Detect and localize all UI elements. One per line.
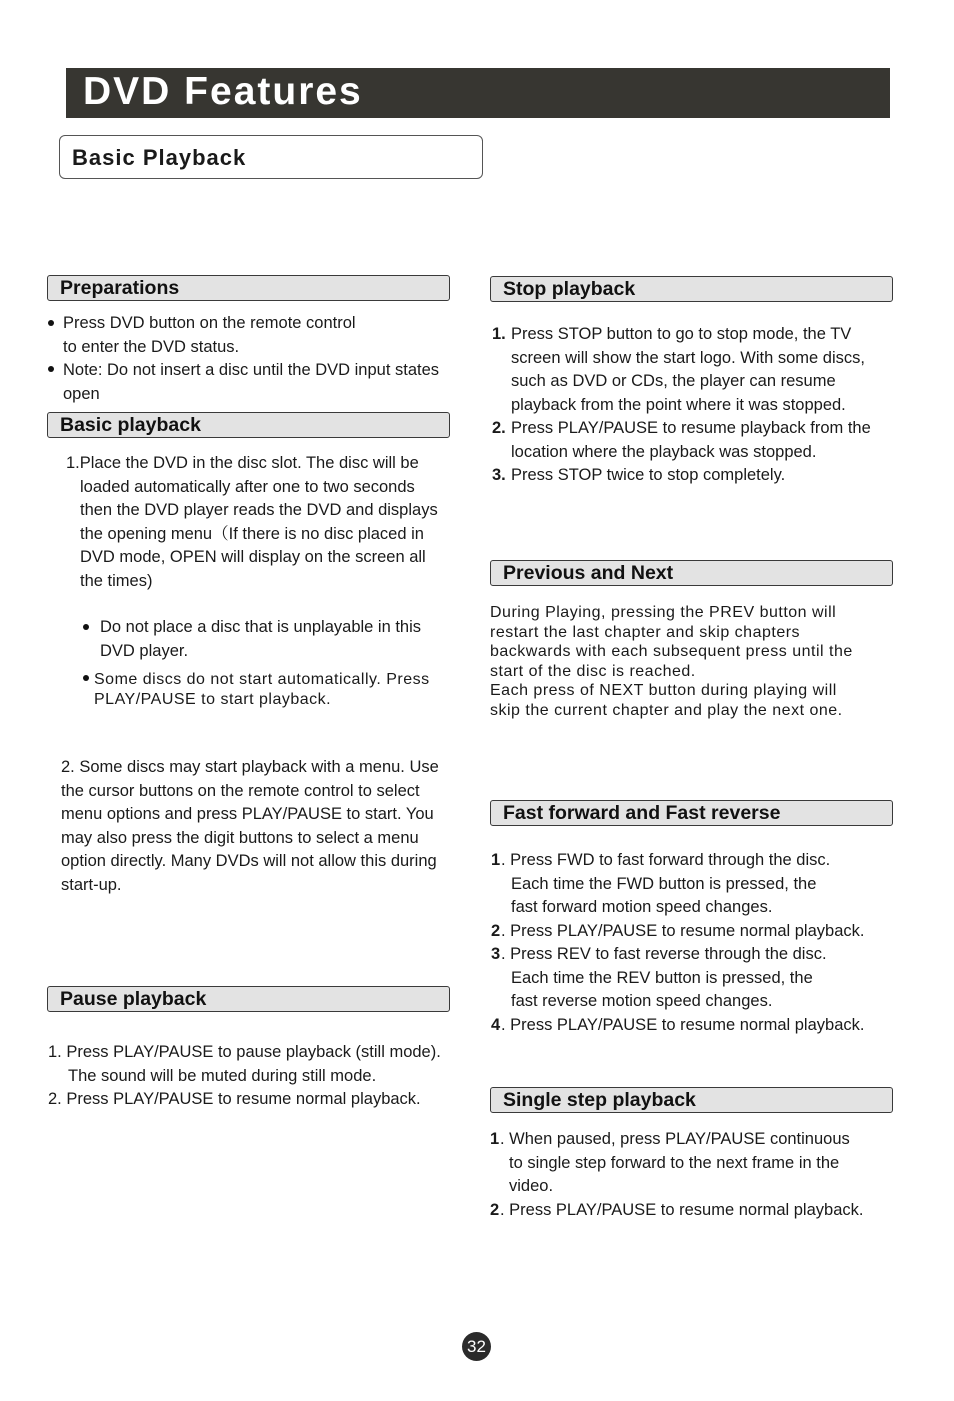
- text-line: 1.Place the DVD in the disc slot. The disc will be: [66, 454, 419, 472]
- text-line: . Press FWD to fast forward through the disc.: [501, 851, 831, 869]
- text-line: open: [63, 384, 100, 403]
- text-line: video.: [509, 1177, 554, 1195]
- text-line: The sound will be muted during still mode.: [68, 1066, 377, 1085]
- basic-playback-heading: Basic playback: [60, 414, 201, 436]
- section-subtitle: Basic Playback: [72, 145, 247, 170]
- list-number: 2.: [492, 419, 506, 437]
- single-step-header: [490, 1087, 893, 1113]
- fast-forward-heading: Fast forward and Fast reverse: [503, 802, 781, 824]
- list-item: [491, 920, 903, 944]
- list-item: [491, 1014, 903, 1038]
- list-item: [492, 464, 904, 488]
- text-line: may also press the digit buttons to select a menu: [61, 828, 419, 847]
- page-title-bar: [66, 68, 890, 118]
- list-number: 1.: [492, 325, 506, 343]
- text-line: Press STOP button to go to stop mode, the TV: [511, 325, 852, 343]
- list-item: [490, 1128, 902, 1199]
- list-number: 3.: [492, 466, 506, 484]
- text-line: such as DVD or CDs, the player can resume: [511, 372, 836, 390]
- text-line: 2. Some discs may start playback with a menu. Use: [61, 758, 439, 776]
- text-line: to enter the DVD status.: [63, 337, 240, 356]
- text-line: restart the last chapter and skip chapters: [490, 623, 801, 641]
- previous-next-description: [490, 603, 853, 721]
- list-item: [491, 943, 903, 1014]
- preparations-heading: Preparations: [60, 277, 180, 299]
- bullet-dot: [83, 624, 89, 630]
- text-line: screen will show the start logo. With some discs,: [511, 348, 865, 367]
- stop-playback-header: [490, 276, 893, 302]
- fast-forward-header: [490, 800, 893, 826]
- text-line: loaded automatically after one to two seconds: [80, 477, 415, 496]
- fast-forward-steps: [491, 849, 903, 1037]
- pause-playback-header: [47, 986, 450, 1012]
- bullet-dot: [48, 366, 54, 372]
- text-line: the cursor buttons on the remote control to select: [61, 781, 420, 800]
- text-line: skip the current chapter and play the next one.: [490, 701, 843, 719]
- page-number-badge: [462, 1332, 491, 1361]
- basic-playback-step-2: [61, 756, 439, 897]
- preparations-bullet-2: [63, 359, 439, 406]
- list-number: 4: [491, 1015, 501, 1034]
- text-line: PLAY/PAUSE to start playback.: [94, 690, 332, 708]
- bullet-dot: [83, 675, 89, 681]
- text-line: 1. Press PLAY/PAUSE to pause playback (still mode).: [48, 1043, 441, 1061]
- page-title: DVD Features: [83, 70, 363, 113]
- text-line: DVD player.: [100, 641, 189, 660]
- previous-next-header: [490, 560, 893, 586]
- pause-playback-steps: [48, 1041, 441, 1112]
- list-item: [491, 849, 903, 920]
- text-line: option directly. Many DVDs will not allow this during: [61, 852, 437, 870]
- text-line: start of the disc is reached.: [490, 662, 696, 680]
- text-line: then the DVD player reads the DVD and displays: [80, 501, 438, 519]
- text-line: the opening menu（If there is no disc placed in: [80, 524, 424, 543]
- bullet-dot: [48, 320, 54, 326]
- list-item: [492, 417, 904, 464]
- single-step-heading: Single step playback: [503, 1089, 696, 1111]
- text-line: During Playing, pressing the PREV button will: [490, 604, 837, 621]
- list-number: 2: [490, 1200, 500, 1219]
- text-line: Do not place a disc that is unplayable in this: [100, 618, 422, 636]
- stop-playback-heading: Stop playback: [503, 278, 636, 300]
- page-number: 32: [467, 1337, 486, 1356]
- text-line: Note: Do not insert a disc until the DVD input states: [63, 361, 440, 379]
- stop-playback-steps: [492, 323, 904, 488]
- basic-playback-note-1: [100, 616, 421, 663]
- basic-playback-header: [47, 412, 450, 438]
- section-subtitle-box: [59, 135, 483, 179]
- basic-playback-step-1: [66, 452, 438, 593]
- text-line: menu options and press PLAY/PAUSE to start. You: [61, 805, 434, 823]
- text-line: . Press PLAY/PAUSE to resume normal playback.: [500, 1200, 864, 1219]
- text-line: fast forward motion speed changes.: [511, 898, 773, 916]
- text-line: Press PLAY/PAUSE to resume playback from the: [511, 419, 871, 437]
- text-line: 2. Press PLAY/PAUSE to resume normal playback.: [48, 1090, 421, 1108]
- text-line: . When paused, press PLAY/PAUSE continuous: [500, 1130, 850, 1148]
- text-line: playback from the point where it was stopped.: [511, 395, 846, 414]
- text-line: Press DVD button on the remote control: [63, 314, 356, 332]
- basic-playback-note-2: [94, 670, 430, 709]
- text-line: . Press PLAY/PAUSE to resume normal playback.: [501, 921, 865, 940]
- list-item: [492, 323, 904, 417]
- list-number: 3: [491, 945, 501, 963]
- preparations-header: [47, 275, 450, 301]
- preparations-bullet-1: [63, 312, 356, 359]
- text-line: . Press PLAY/PAUSE to resume normal playback.: [501, 1015, 865, 1034]
- text-line: start-up.: [61, 875, 122, 894]
- text-line: DVD mode, OPEN will display on the screen all: [80, 548, 426, 566]
- pause-playback-heading: Pause playback: [60, 988, 207, 1010]
- text-line: to single step forward to the next frame in the: [509, 1153, 840, 1172]
- list-item: [490, 1199, 902, 1223]
- text-line: Each time the REV button is pressed, the: [511, 968, 813, 987]
- text-line: Each press of NEXT button during playing will: [490, 682, 837, 700]
- text-line: the times): [80, 571, 153, 590]
- list-number: 2: [491, 921, 501, 940]
- text-line: Each time the FWD button is pressed, the: [511, 874, 817, 893]
- text-line: Some discs do not start automatically. Press: [94, 671, 430, 688]
- text-line: . Press REV to fast reverse through the disc.: [501, 945, 827, 963]
- list-number: 1: [490, 1130, 500, 1148]
- single-step-steps: [490, 1128, 902, 1222]
- list-number: 1: [491, 851, 501, 869]
- text-line: backwards with each subsequent press until the: [490, 643, 853, 661]
- text-line: fast reverse motion speed changes.: [511, 992, 773, 1010]
- text-line: Press STOP twice to stop completely.: [511, 466, 786, 484]
- previous-next-heading: Previous and Next: [503, 562, 674, 584]
- text-line: location where the playback was stopped.: [511, 442, 817, 461]
